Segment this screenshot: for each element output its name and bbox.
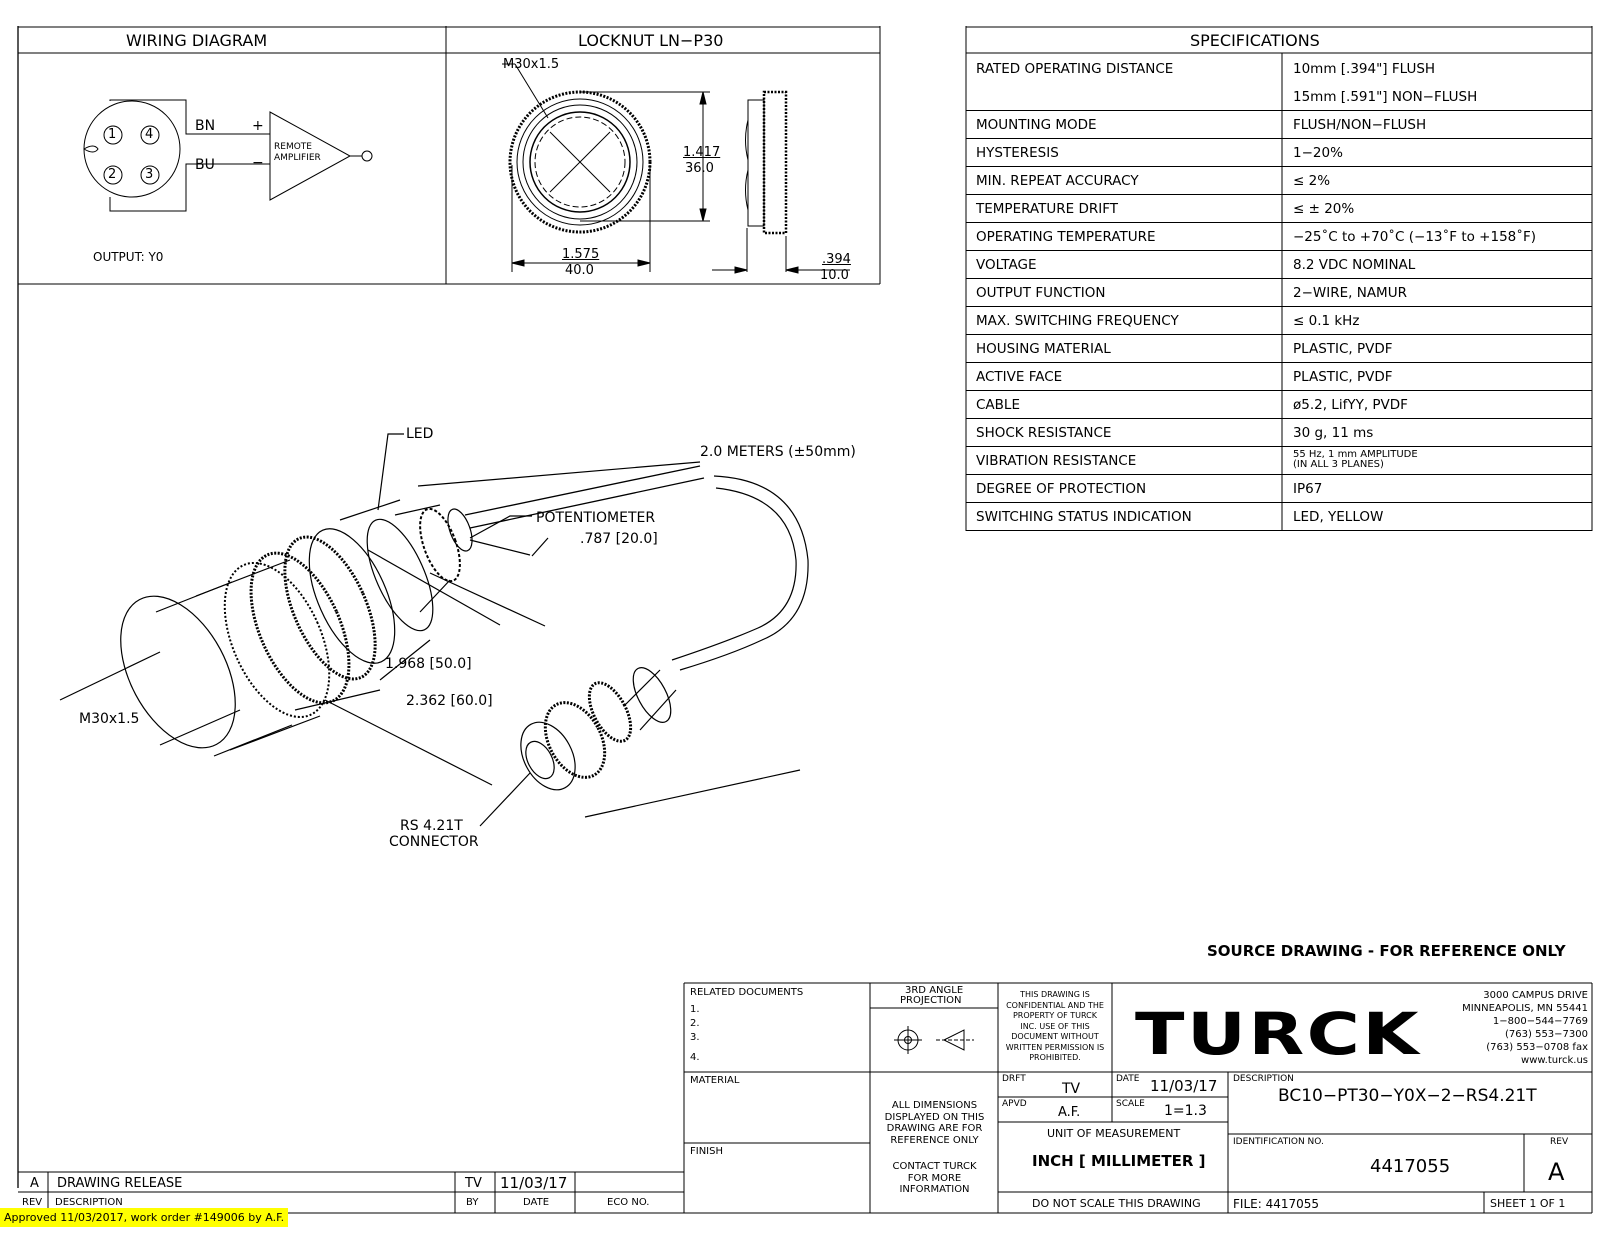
spec-table [966,54,1592,532]
spec-label: ACTIVE FACE [976,369,1063,385]
note-line: ALL DIMENSIONS [891,1100,978,1111]
spec-label: VIBRATION RESISTANCE [976,453,1137,469]
note-line: DRAWING ARE FOR [886,1123,983,1134]
note-line: CONTACT TURCK [892,1161,977,1172]
sheet-label: SHEET 1 OF 1 [1490,1197,1566,1210]
potentiometer-callout: POTENTIOMETER [536,510,656,526]
locknut-height-mm: 36.0 [685,161,714,176]
drft-label: DRFT [1002,1074,1026,1084]
spec-label: HOUSING MATERIAL [976,341,1111,357]
spec-label: SHOCK RESISTANCE [976,425,1112,441]
spec-row [966,362,1592,391]
spec-value: FLUSH/NON−FLUSH [1293,117,1427,133]
confidential-notice [999,990,1111,1064]
drft-value: TV [1062,1081,1081,1097]
confidential-line: INC. USE OF THIS [1020,1021,1090,1031]
spec-label: HYSTERESIS [976,145,1059,161]
related-item: 1. [690,1004,700,1015]
related-item: 2. [690,1018,700,1029]
wire-bu-label: BU [195,157,215,173]
revision-description: DRAWING RELEASE [57,1176,183,1191]
note-line: FOR MORE [907,1172,962,1184]
rev-value: A [1548,1158,1565,1186]
approval-banner: Approved 11/03/2017, work order #149006 by A.F. [0,1208,288,1227]
contact-note [871,1161,998,1196]
locknut-thickness-mm: 10.0 [820,268,849,283]
wiring-diagram-title: WIRING DIAGRAM [126,31,268,50]
unit-value: INCH [ MILLIMETER ] [1032,1152,1206,1170]
sensor-art [60,434,870,826]
description-label: DESCRIPTION [1233,1074,1294,1084]
revision-by: TV [465,1176,482,1191]
connector-label-2: CONNECTOR [389,834,479,850]
part-description: BC10−PT30−Y0X−2−RS4.21T [1278,1086,1537,1106]
spec-label: MAX. SWITCHING FREQUENCY [976,313,1179,329]
company-address [1410,989,1588,1067]
spec-value: −25˚C to +70˚C (−13˚F to +158˚F) [1293,229,1537,245]
confidential-line: PROPERTY OF TURCK [1012,1011,1098,1020]
specifications-title: SPECIFICATIONS [1190,31,1320,50]
cable-length-label: 2.0 METERS (±50mm) [700,444,856,460]
eco-header: ECO NO. [607,1197,650,1208]
locknut-thickness-inch: .394 [822,252,851,267]
finish-label: FINISH [690,1146,723,1157]
amplifier-label-2: AMPLIFIER [274,153,321,163]
spec-label: DEGREE OF PROTECTION [976,481,1147,497]
turck-logo: TURCK [1135,1000,1422,1068]
spec-label: RATED OPERATING DISTANCE [976,61,1174,77]
related-item: 3. [690,1032,700,1043]
note-line: DISPLAYED ON THIS [884,1111,985,1123]
spec-label: MOUNTING MODE [976,117,1097,133]
spec-row [966,502,1592,531]
spec-row [966,334,1592,363]
spec-row [966,166,1592,195]
confidential-line: DOCUMENT WITHOUT [1011,1032,1099,1041]
amplifier-label-1: REMOTE [274,142,312,152]
address-line: 3000 CAMPUS DRIVE [1483,990,1588,1001]
spec-row [966,306,1592,335]
spec-value: IP67 [1293,481,1323,497]
confidential-line: WRITTEN PERMISSION IS [1005,1042,1105,1052]
spec-value: 55 Hz, 1 mm AMPLITUDE [1293,449,1418,460]
spec-label: OPERATING TEMPERATURE [976,229,1156,245]
identification-number: 4417055 [1370,1156,1451,1177]
led-callout: LED [406,426,434,442]
spec-row [966,110,1592,139]
spec-row [966,250,1592,279]
scale-label: SCALE [1116,1099,1145,1109]
spec-label: TEMPERATURE DRIFT [976,201,1118,217]
spec-value: 1−20% [1293,145,1343,161]
spec-value: 10mm [.394"] FLUSH [1293,61,1436,77]
spec-label: CABLE [976,397,1020,413]
confidential-line: CONFIDENTIAL AND THE [1006,1000,1104,1010]
note-line: INFORMATION [899,1184,970,1195]
pin-1-label: 1 [108,127,117,142]
scale-value: 1=1.3 [1164,1103,1207,1119]
spec-label: VOLTAGE [976,257,1037,273]
locknut-art [502,64,850,273]
spec-row [966,82,1592,111]
file-label: FILE: 4417055 [1233,1197,1320,1211]
pin-4-label: 4 [145,127,154,142]
projection-label-1: 3RD ANGLE [905,985,964,996]
apvd-value: A.F. [1058,1105,1081,1120]
spec-value: ø5.2, LifYY, PVDF [1293,397,1408,413]
minus-sign: − [252,155,264,171]
note-line: REFERENCE ONLY [890,1134,979,1146]
wiring-diagram-art [84,100,372,211]
spec-row [966,474,1592,503]
address-line: 1−800−544−7769 [1492,1016,1588,1027]
spec-row [966,194,1592,223]
material-label: MATERIAL [690,1075,740,1086]
source-drawing-note: SOURCE DRAWING - FOR REFERENCE ONLY [1207,942,1566,960]
address-line: MINNEAPOLIS, MN 55441 [1462,1003,1588,1014]
spec-value: PLASTIC, PVDF [1293,341,1393,357]
rev-label: REV [1550,1137,1569,1147]
sensor-thread-label: M30x1.5 [79,711,140,727]
spec-value: 2−WIRE, NAMUR [1293,285,1407,301]
confidential-line: THIS DRAWING IS [1020,990,1090,999]
revision-date: 11/03/17 [500,1174,568,1192]
spec-row [966,390,1592,419]
spec-value: ≤ 0.1 kHz [1293,313,1360,329]
connector-label-1: RS 4.21T [400,818,463,834]
spec-value: LED, YELLOW [1293,509,1384,525]
related-docs-label: RELATED DOCUMENTS [690,987,804,998]
locknut-height-inch: 1.417 [683,145,721,160]
date-header: DATE [523,1197,550,1208]
spec-row [966,222,1592,251]
spec-row [966,138,1592,167]
pin-2-label: 2 [108,167,117,182]
spec-label: MIN. REPEAT ACCURACY [976,173,1139,189]
spec-value-line2: (IN ALL 3 PLANES) [1293,459,1384,470]
all-dimensions-note [871,1100,998,1146]
description-header: DESCRIPTION [55,1197,123,1208]
date-label: DATE [1116,1074,1140,1084]
confidential-line: PROHIBITED. [1029,1053,1081,1062]
spec-row [966,278,1592,307]
spec-label: OUTPUT FUNCTION [976,285,1106,301]
address-line: www.turck.us [1521,1055,1588,1066]
identification-label: IDENTIFICATION NO. [1233,1137,1324,1147]
locknut-width-mm: 40.0 [565,263,594,278]
related-item: 4. [690,1052,700,1063]
projection-label-2: PROJECTION [900,995,962,1006]
spec-row [966,418,1592,447]
spec-value: ≤ 2% [1293,173,1331,189]
rev-header: REV [22,1197,43,1208]
wiring-output-label: OUTPUT: Y0 [93,250,164,264]
date-value: 11/03/17 [1150,1077,1218,1095]
locknut-thread-label: M30x1.5 [503,57,560,72]
address-line: (763) 553−0708 fax [1486,1042,1588,1053]
spec-value: ≤ ± 20% [1293,201,1355,217]
locknut-width-inch: 1.575 [562,247,600,262]
spec-value: 15mm [.591"] NON−FLUSH [1293,89,1478,105]
plus-sign: + [252,118,264,134]
pin-3-label: 3 [145,167,154,182]
address-line: (763) 553−7300 [1505,1029,1588,1040]
dimension-787: .787 [20.0] [580,531,658,547]
spec-value: 8.2 VDC NOMINAL [1293,257,1416,273]
spec-label: SWITCHING STATUS INDICATION [976,509,1192,525]
by-header: BY [466,1197,479,1208]
spec-row [966,54,1592,82]
locknut-title: LOCKNUT LN−P30 [578,31,724,50]
dimension-1968: 1.968 [50.0] [385,656,472,672]
spec-row [966,446,1592,475]
apvd-label: APVD [1002,1099,1027,1109]
unit-label: UNIT OF MEASUREMENT [1047,1127,1181,1140]
spec-value: PLASTIC, PVDF [1293,369,1393,385]
wire-bn-label: BN [195,118,216,134]
dimension-2362: 2.362 [60.0] [406,693,493,709]
revision-rev: A [30,1176,39,1191]
spec-value: 30 g, 11 ms [1293,425,1374,441]
do-not-scale-note: DO NOT SCALE THIS DRAWING [1032,1197,1201,1210]
